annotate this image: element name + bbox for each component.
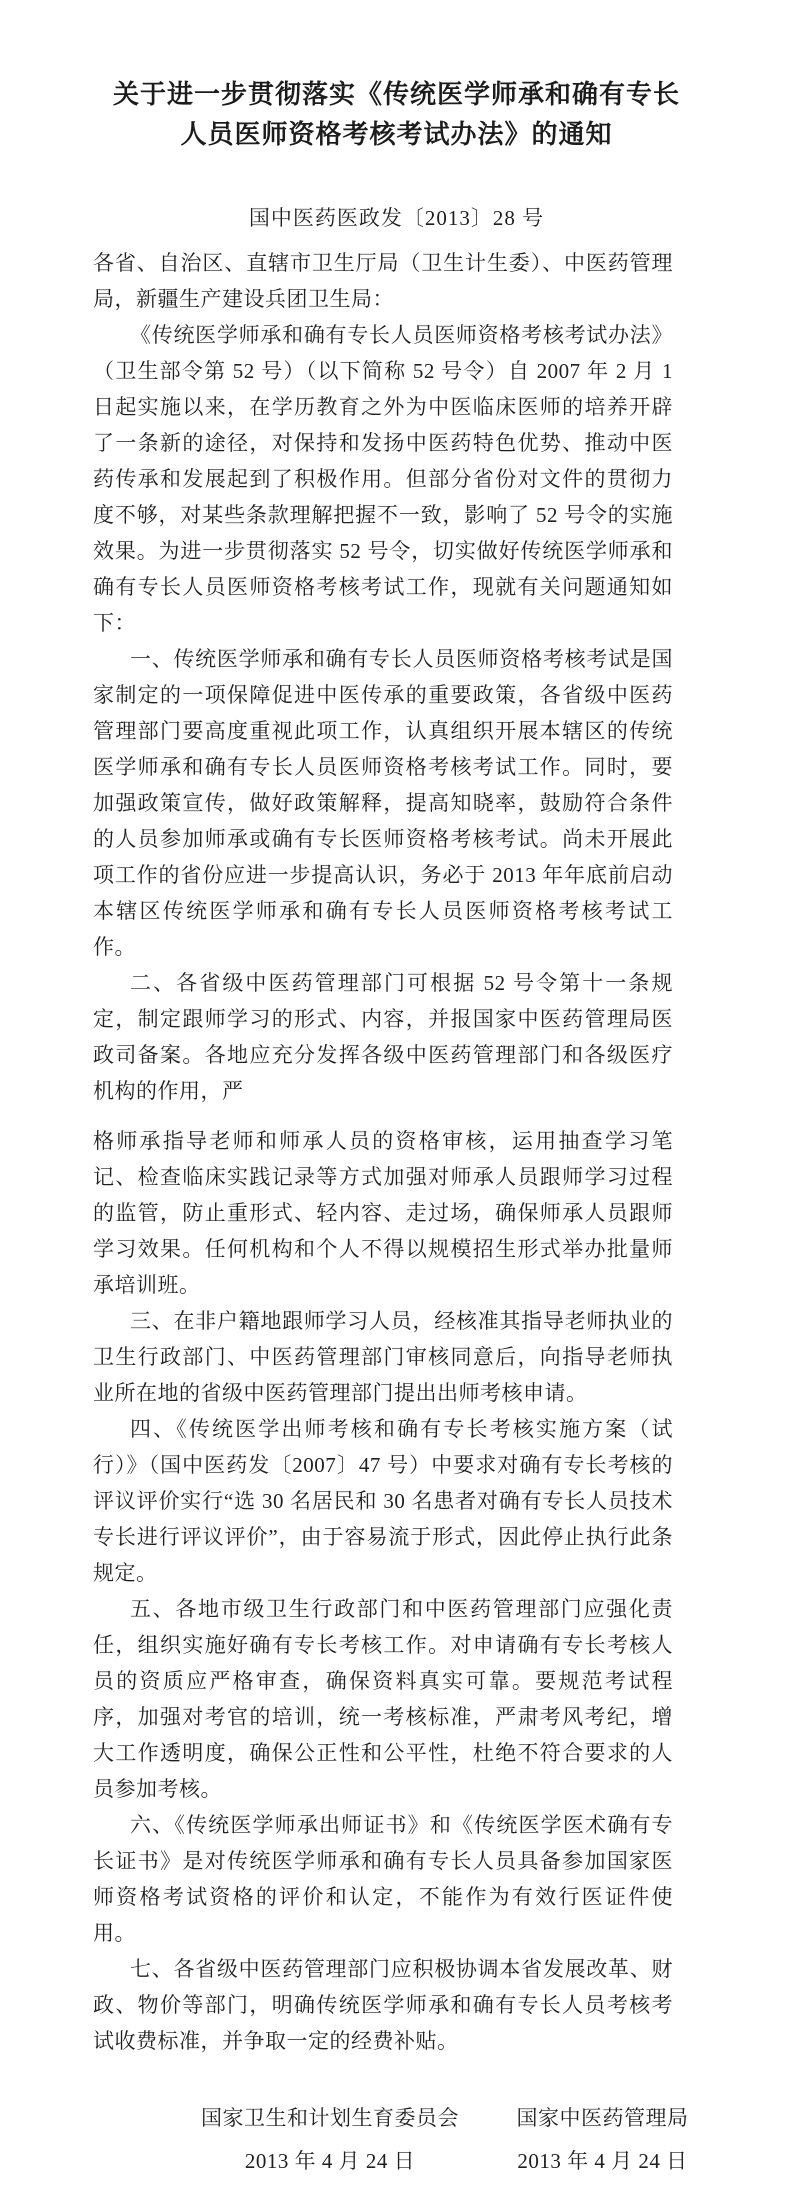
document-title-line-1: 关于进一步贯彻落实《传统医学师承和确有专长 [112, 80, 680, 109]
body-paragraph-3: 三、在非户籍地跟师学习人员，经核准其指导老师执业的卫生行政部门、中医药管理部门审核同意后，向指导老师执业所在地的省级中医药管理部门提出出师考核申请。 [93, 1309, 673, 1405]
body-paragraph-1: 一、传统医学师承和确有专长人员医师资格考核考试是国家制定的一项保障促进中医传承的重要政策，各省级中医药管理部门要高度重视此项工作，认真组织开展本辖区的传统医学师承和确有专长人员医师资格考核考试工作。同时，要加强政策宣传，做好政策解释，提高知晓率，鼓励符合条件的人员参加师承或确有专长医师资格考核考试。尚未开展此项工作的省份应进一步提高认识，务必于 2013 年年底前启动本辖区传统医学师承和确有专长人员医师资格考核考试工作。 [93, 647, 673, 959]
signature-left-org: 国家卫生和计划生育委员会 [201, 2106, 459, 2130]
signature-right [505, 2097, 700, 2183]
body-paragraph-5: 五、各地市级卫生行政部门和中医药管理部门应强化责任，组织实施好确有专长考核工作。对申请确有专长考核人员的资质应严格审查，确保资料真实可靠。要规范考试程序，加强对考官的培训，统一考核标准，严肃考风考纪，增大工作透明度，确保公正性和公平性，杜绝不符合要求的人员参加考核。 [93, 1597, 673, 1801]
signature-right-org: 国家中医药管理局 [516, 2106, 689, 2130]
body-paragraph-7: 七、各省级中医药管理部门应积极协调本省发展改革、财政、物价等部门，明确传统医学师承和确有专长人员考核考试收费标准，并争取一定的经费补贴。 [93, 1957, 673, 2053]
signature-right-date: 2013 年 4 月 24 日 [517, 2149, 688, 2173]
document-number: 国中医药医政发〔2013〕28 号 [248, 206, 545, 230]
document-body [93, 245, 673, 2059]
body-paragraph-6: 六、《传统医学师承出师证书》和《传统医学医术确有专长证书》是对传统医学师承和确有专长人员具备参加国家医师资格考试资格的评价和认定，不能作为有效行医证件使用。 [93, 1813, 673, 1945]
body-paragraph-4: 四、《传统医学出师考核和确有专长考核实施方案（试行）》（国中医药发〔2007〕47 号）中要求对确有专长考核的评议评价实行“选 30 名居民和 30 名患者对确有专长人员技术专长进行评议评价”，由于容易流于形式，因此停止执行此条规定。 [93, 1417, 673, 1585]
signature-left-date: 2013 年 4 月 24 日 [244, 2149, 416, 2173]
body-paragraph-2a: 二、各省级中医药管理部门可根据 52 号令第十一条规定，制定跟师学习的形式、内容，并报国家中医药管理局医政司备案。各地应充分发挥各级中医药管理部门和各级医疗机构的作用，严 [93, 971, 673, 1103]
signature-left [185, 2097, 475, 2183]
document-title-line-2: 人员医师资格考核考试办法》的通知 [180, 120, 613, 149]
body-paragraph-intro: 《传统医学师承和确有专长人员医师资格考核考试办法》（卫生部令第 52 号）（以下简称 52 号令）自 2007 年 2 月 1 日起实施以来，在学历教育之外为中医临床医师的培养开辟了一条新的途径，对保持和发扬中医药特色优势、推动中医药传承和发展起到了积极作用。但部分省份对文件的贯彻力度不够，对某些条款理解把握不一致，影响了 52 号令的实施效果。为进一步贯彻落实 52 号令，切实做好传统医学师承和确有专长人员医师资格考核考试工作，现就有关问题通知如下： [93, 323, 673, 635]
body-paragraph-2b: 格师承指导老师和师承人员的资格审核，运用抽查学习笔记、检查临床实践记录等方式加强对师承人员跟师学习过程的监管，防止重形式、轻内容、走过场，确保师承人员跟师学习效果。任何机构和个人不得以规模招生形式举办批量师承培训班。 [93, 1129, 673, 1297]
salutation-paragraph: 各省、自治区、直辖市卫生厅局（卫生计生委）、中医药管理局，新疆生产建设兵团卫生局： [93, 251, 673, 311]
signature-block [0, 2097, 793, 2197]
document-title [0, 0, 793, 155]
